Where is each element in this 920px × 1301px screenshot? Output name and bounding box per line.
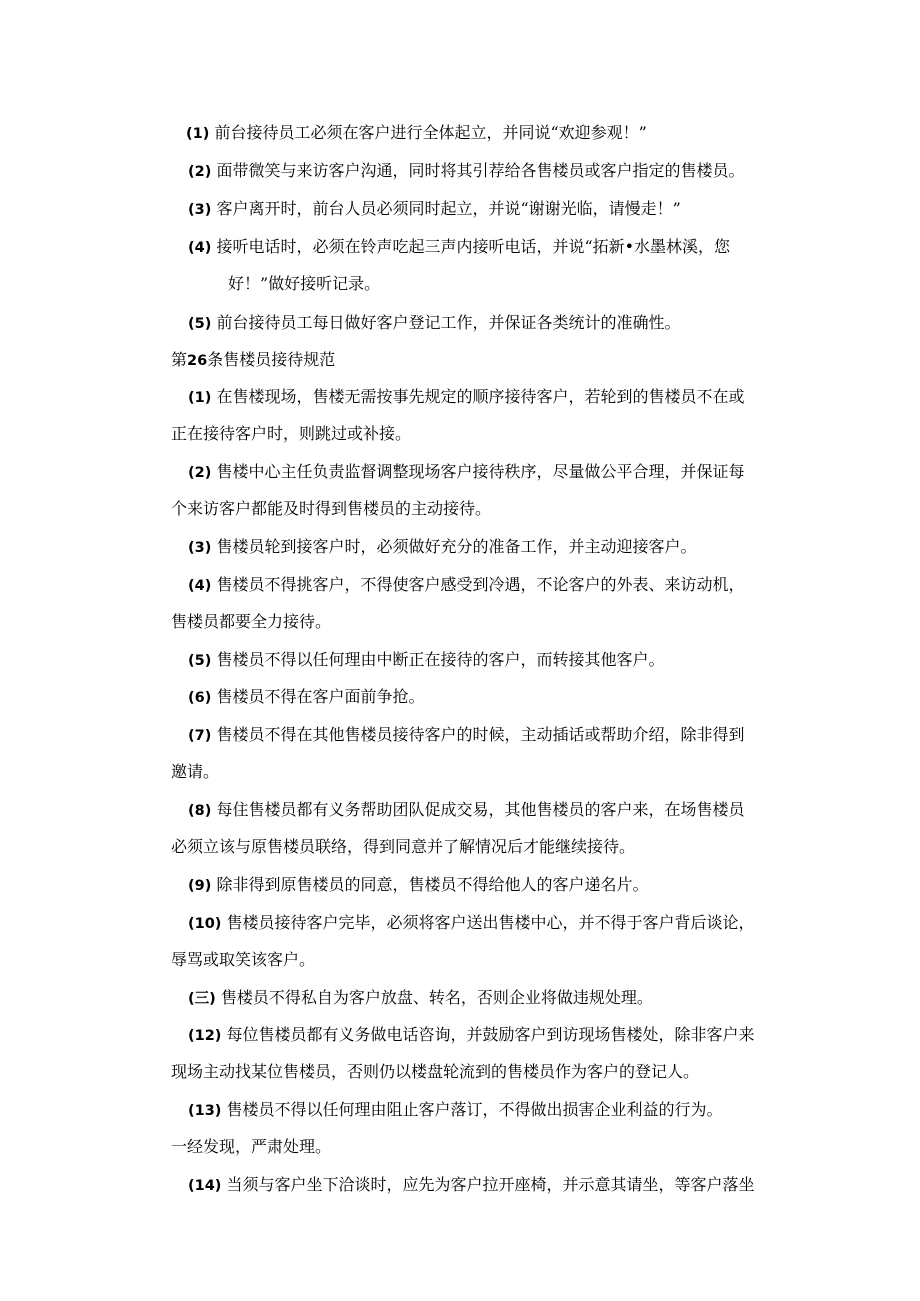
- text-line: [188, 913, 755, 934]
- line-text: 一经发现，严肃处理。: [171, 1137, 332, 1156]
- item-number: (4): [188, 240, 212, 256]
- line-text: 售楼员轮到接客户时，必须做好充分的准备工作，并主动迎接客户。: [216, 537, 697, 556]
- item-number: (14): [188, 1178, 222, 1194]
- text-line: [188, 1025, 755, 1046]
- line-text: 现场主动找某位售楼员，否则仍以楼盘轮流到的售楼员作为客户的登记人。: [171, 1062, 700, 1081]
- text-line: [171, 1137, 331, 1157]
- line-text: 前台接待员工必须在客户进行全体起立，并同说“欢迎参观！”: [214, 123, 647, 142]
- item-number: (7): [188, 728, 212, 744]
- line-text: 除非得到原售楼员的同意，售楼员不得给他人的客户递名片。: [216, 875, 649, 894]
- line-text: 接听电话时，必须在铃声吃起三声内接听电话，并说“拓新•水墨林溪，您: [216, 237, 731, 256]
- heading-text: 条售楼员接待规范: [207, 350, 336, 369]
- item-number: (3): [188, 202, 212, 218]
- line-text: 个来访客户都能及时得到售楼员的主动接待。: [171, 499, 492, 518]
- text-line: [171, 950, 315, 970]
- text-line: [188, 387, 744, 408]
- item-number: (2): [188, 164, 212, 180]
- line-text: 售楼员不得私自为客户放盘、转名，否则企业将做违规处理。: [220, 988, 653, 1007]
- text-line: [188, 1175, 755, 1196]
- item-number: (5): [188, 316, 212, 332]
- text-line: [188, 800, 744, 821]
- line-text: 售楼员不得挑客户，不得使客户感受到冷遇，不论客户的外表、来访动机，: [216, 575, 745, 594]
- item-number: (三): [188, 991, 216, 1007]
- text-line: [188, 687, 424, 708]
- line-text: 售楼员不得在其他售楼员接待客户的时候，主动插话或帮助介绍，除非得到: [216, 725, 745, 744]
- line-text: 当须与客户坐下洽谈时，应先为客户拉开座椅，并示意其请坐，等客户落坐: [226, 1175, 755, 1194]
- line-text: 面带微笑与来访客户沟通，同时将其引荐给各售楼员或客户指定的售楼员。: [216, 161, 745, 180]
- line-text: 辱骂或取笑该客户。: [171, 950, 316, 969]
- text-line: [188, 161, 744, 182]
- text-line: [188, 575, 744, 596]
- text-line: [188, 875, 648, 896]
- item-number: (13): [188, 1103, 222, 1119]
- text-line: [188, 1100, 723, 1121]
- line-text: 售楼中心主任负责监督调整现场客户接待秩序，尽量做公平合理，并保证每: [216, 462, 745, 481]
- text-line: [188, 237, 730, 258]
- section-heading: [171, 350, 335, 371]
- item-number: (6): [188, 690, 212, 706]
- text-line: [186, 123, 647, 144]
- line-text: 在售楼现场，售楼无需按事先规定的顺序接待客户，若轮到的售楼员不在或: [216, 387, 745, 406]
- text-line: [171, 612, 331, 632]
- text-line: [171, 837, 635, 857]
- item-number: (2): [188, 465, 212, 481]
- line-text: 售楼员接待客户完毕，必须将客户送出售楼中心，并不得于客户背后谈论，: [226, 913, 755, 932]
- heading-prefix: 第: [171, 350, 188, 369]
- line-text: 每位售楼员都有义务做电话咨询，并鼓励客户到访现场售楼处，除非客户来: [226, 1025, 755, 1044]
- text-line: [171, 424, 411, 444]
- item-number: (8): [188, 803, 212, 819]
- line-text: 正在接待客户时，则跳过或补接。: [171, 424, 412, 443]
- text-line: [188, 725, 744, 746]
- item-number: (9): [188, 878, 212, 894]
- item-number: (1): [186, 126, 210, 142]
- line-text: 邀请。: [171, 762, 220, 781]
- text-line: [188, 313, 680, 334]
- item-number: (3): [188, 540, 212, 556]
- text-line: [228, 274, 380, 294]
- line-text: 好！”做好接听记录。: [228, 274, 381, 293]
- line-text: 售楼员不得在客户面前争抢。: [216, 687, 425, 706]
- item-number: (5): [188, 653, 212, 669]
- item-number: (4): [188, 578, 212, 594]
- article-number: 26: [187, 353, 208, 369]
- item-number: (1): [188, 390, 212, 406]
- line-text: 必须立该与原售楼员联络，得到同意并了解情况后才能继续接待。: [171, 837, 636, 856]
- line-text: 前台接待员工每日做好客户登记工作，并保证各类统计的准确性。: [216, 313, 681, 332]
- text-line: [171, 762, 219, 782]
- text-line: [171, 1062, 699, 1082]
- line-text: 客户离开时，前台人员必须同时起立，并说“谢谢光临，请慢走！”: [216, 199, 681, 218]
- line-text: 售楼员不得以任何理由中断正在接待的客户，而转接其他客户。: [216, 650, 665, 669]
- text-line: [188, 462, 744, 483]
- item-number: (10): [188, 916, 222, 932]
- item-number: (12): [188, 1028, 222, 1044]
- text-line: [188, 199, 681, 220]
- text-line: [171, 499, 491, 519]
- text-line: [188, 537, 696, 558]
- text-line: [188, 650, 664, 671]
- text-line: [188, 988, 653, 1009]
- line-text: 售楼员不得以任何理由阻止客户落订，不得做出损害企业利益的行为。: [226, 1100, 723, 1119]
- line-text: 每住售楼员都有义务帮助团队促成交易，其他售楼员的客户来，在场售楼员: [216, 800, 745, 819]
- line-text: 售楼员都要全力接待。: [171, 612, 332, 631]
